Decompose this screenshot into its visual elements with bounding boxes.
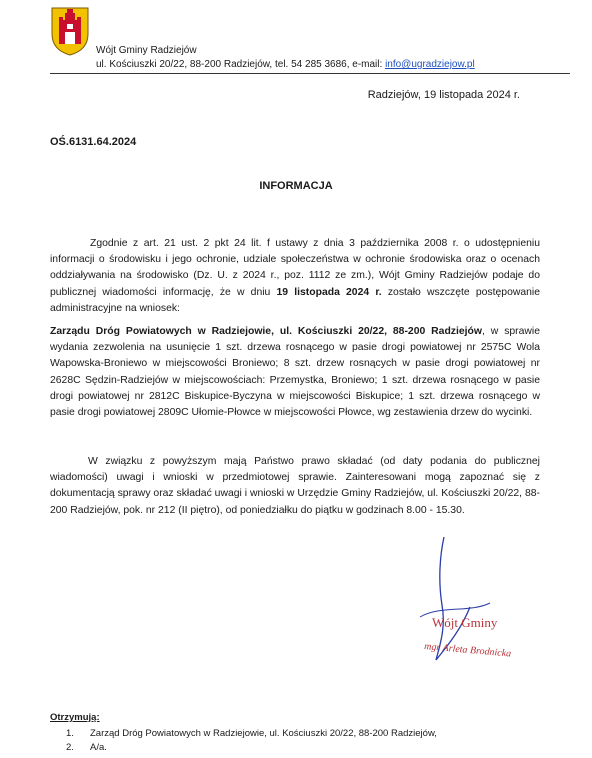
document-title: INFORMACJA	[259, 180, 333, 192]
recipient-number: 2.	[66, 742, 74, 753]
header-divider	[50, 73, 570, 74]
reference-number: OŚ.6131.64.2024	[50, 136, 137, 148]
paragraph1-text-b: zostało wszczęte postępowanie administracyjne na wniosek:	[50, 286, 540, 314]
header-address	[96, 59, 475, 70]
recipient-number: 1.	[66, 728, 74, 739]
recipient-item	[66, 728, 437, 739]
recipient-text: Zarząd Dróg Powiatowych w Radziejowie, ul. Kościuszki 20/22, 88-200 Radziejów,	[90, 728, 437, 739]
paragraph-legal-basis	[50, 236, 540, 317]
header-address-text: ul. Kościuszki 20/22, 88-200 Radziejów, tel. 54 285 3686, e-mail:	[96, 59, 386, 70]
municipality-crest-logo	[50, 4, 90, 56]
applicant-name: Zarządu Dróg Powiatowych w Radziejowie, ul. Kościuszki 20/22, 88-200 Radziejów	[50, 326, 482, 337]
paragraph2-text: , w sprawie wydania zezwolenia na usunięcie 1 szt. drzewa rosnącego w pasie drogi powiatowej nr 2575C Wola Wapowska-Broniewo w miejscowości Broniewo; 8 szt. drzew rosnących w pasie drogi powiatowej nr 2628C Sędzin-Radziejów w miejscowościach: Przemystka, Broniewo; 1 szt. drzewa rosnącego w pasie drogi powiatowej nr 2812C Biskupice-Byczyna w miejscowości Biskupice; 1 szt. drzewa rosnącego w pasie drogi powiatowej 2809C Ułomie-Płowce w miejscowości Płowce, wg zestawienia drzew do wycinki.	[50, 326, 540, 419]
paragraph1-date: 19 listopada 2024 r.	[276, 286, 382, 298]
stamp-name: mgr Arleta Brodnicka	[423, 641, 512, 660]
paragraph1-text-a: Zgodnie z art. 21 ust. 2 pkt 24 lit. f ustawy z dnia 3 października 2008 r. o udostępnieniu informacji o środowisku i jego ochronie, udziale społeczeństwa w ochronie środowiska oraz o ocenach oddziaływania na środowisko (Dz. U. z 2024 r., poz. 1112 ze zm.), Wójt Gminy Radziejów podaje do publicznej wiadomości informację, że w dniu	[50, 238, 540, 298]
recipient-text: A/a.	[90, 742, 107, 753]
paragraph-application	[50, 324, 540, 421]
stamp-title: Wójt Gminy	[432, 615, 498, 630]
signature-stamp	[410, 535, 560, 670]
document-date: Radziejów, 19 listopada 2024 r.	[367, 89, 520, 101]
header-office-name: Wójt Gminy Radziejów	[96, 45, 197, 56]
email-link[interactable]: info@ugradziejow.pl	[385, 59, 475, 70]
paragraph-remarks: W związku z powyższym mają Państwo prawo składać (od daty podania do publicznej wiadomości) uwagi i wnioski w przedmiotowej sprawie. Zainteresowani mogą zapoznać się z dokumentacją sprawy oraz składać uwagi i wnioski w Urzędzie Gminy Radziejów, ul. Kościuszki 20/22, 88-200 Radziejów, pok. nr 212 (II piętro), od poniedziałku do piątku w godzinach 8.00 - 15.30.	[50, 456, 540, 516]
recipients-heading: Otrzymują:	[50, 712, 100, 723]
recipient-item	[66, 742, 107, 753]
